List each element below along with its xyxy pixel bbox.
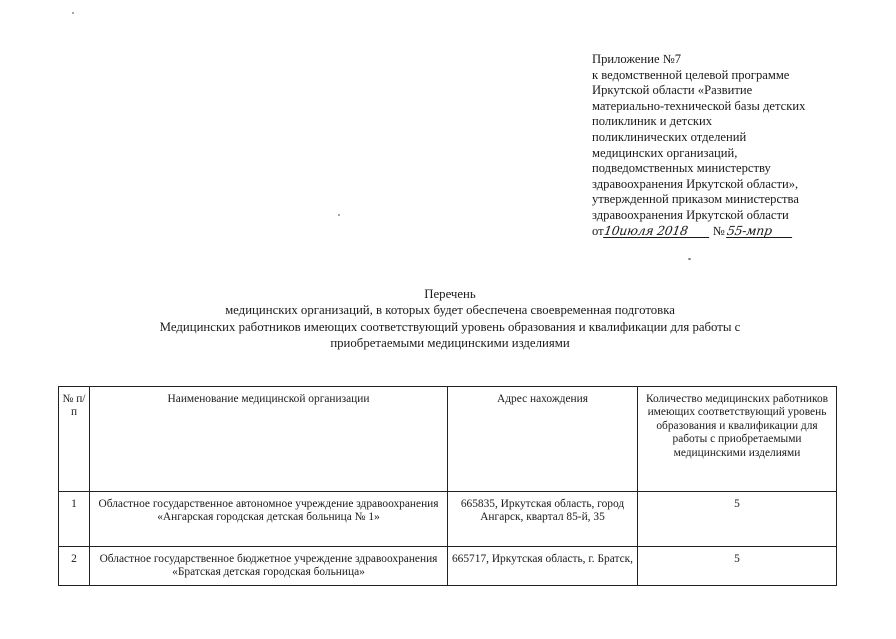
appendix-line: здравоохранения Иркутской области (592, 207, 789, 222)
cell-address: 665835, Иркутская область, город Ангарск, квартал 85-й, 35 (448, 492, 638, 547)
cell-count: 5 (638, 547, 837, 586)
handwritten-date: 10июля 2018 (603, 224, 711, 238)
organizations-table (58, 386, 837, 586)
scan-speck (338, 214, 340, 216)
scan-speck (72, 12, 74, 14)
appendix-line: материально-технической базы детских (592, 98, 806, 113)
cell-name: Областное государственное бюджетное учреждение здравоохранения «Братская детская городская больница» (90, 547, 448, 586)
table-header-row (59, 387, 837, 492)
table-row (59, 547, 837, 586)
title-line: медицинских организаций, в которых будет обеспечена своевременная подготовка (225, 303, 675, 318)
order-date-line (592, 224, 892, 240)
appendix-line: здравоохранения Иркутской области», (592, 176, 799, 191)
title-line: Перечень (424, 287, 476, 301)
appendix-line: поликлинических отделений (592, 129, 747, 144)
cell-num: 1 (59, 492, 90, 547)
header-count: Количество медицинских работников имеющих соответствующий уровень образования и квалификации для работы с приобретаемыми медицинскими изделиями (638, 387, 837, 492)
title-line: Медицинских работников имеющих соответствующий уровень образования и квалификации для работы с (159, 319, 741, 334)
header-num: № п/п (59, 387, 90, 492)
appendix-line: подведомственных министерству (592, 161, 771, 176)
appendix-line: Иркутской области «Развитие (592, 83, 753, 98)
header-address: Адрес нахождения (448, 387, 638, 492)
title-line: приобретаемыми медицинскими изделиями (330, 336, 570, 351)
appendix-line: утвержденной приказом министерства (592, 192, 799, 207)
cell-count: 5 (638, 492, 837, 547)
header-name: Наименование медицинской организации (90, 387, 448, 492)
cell-name: Областное государственное автономное учреждение здравоохранения «Ангарская городская детская больница № 1» (90, 492, 448, 547)
appendix-block (592, 52, 892, 239)
cell-address: 665717, Иркутская область, г. Братск, (448, 547, 638, 586)
from-label: от (592, 223, 604, 238)
cell-num: 2 (59, 547, 90, 586)
appendix-line: поликлиник и детских (592, 114, 713, 129)
document-title (90, 286, 810, 352)
appendix-line: медицинских организаций, (592, 145, 738, 160)
handwritten-number: 55-мпр (726, 224, 794, 238)
scan-speck (688, 258, 691, 260)
number-label: № (712, 223, 725, 238)
appendix-line: Приложение №7 (592, 52, 682, 66)
appendix-line: к ведомственной целевой программе (592, 67, 790, 82)
table-row (59, 492, 837, 547)
